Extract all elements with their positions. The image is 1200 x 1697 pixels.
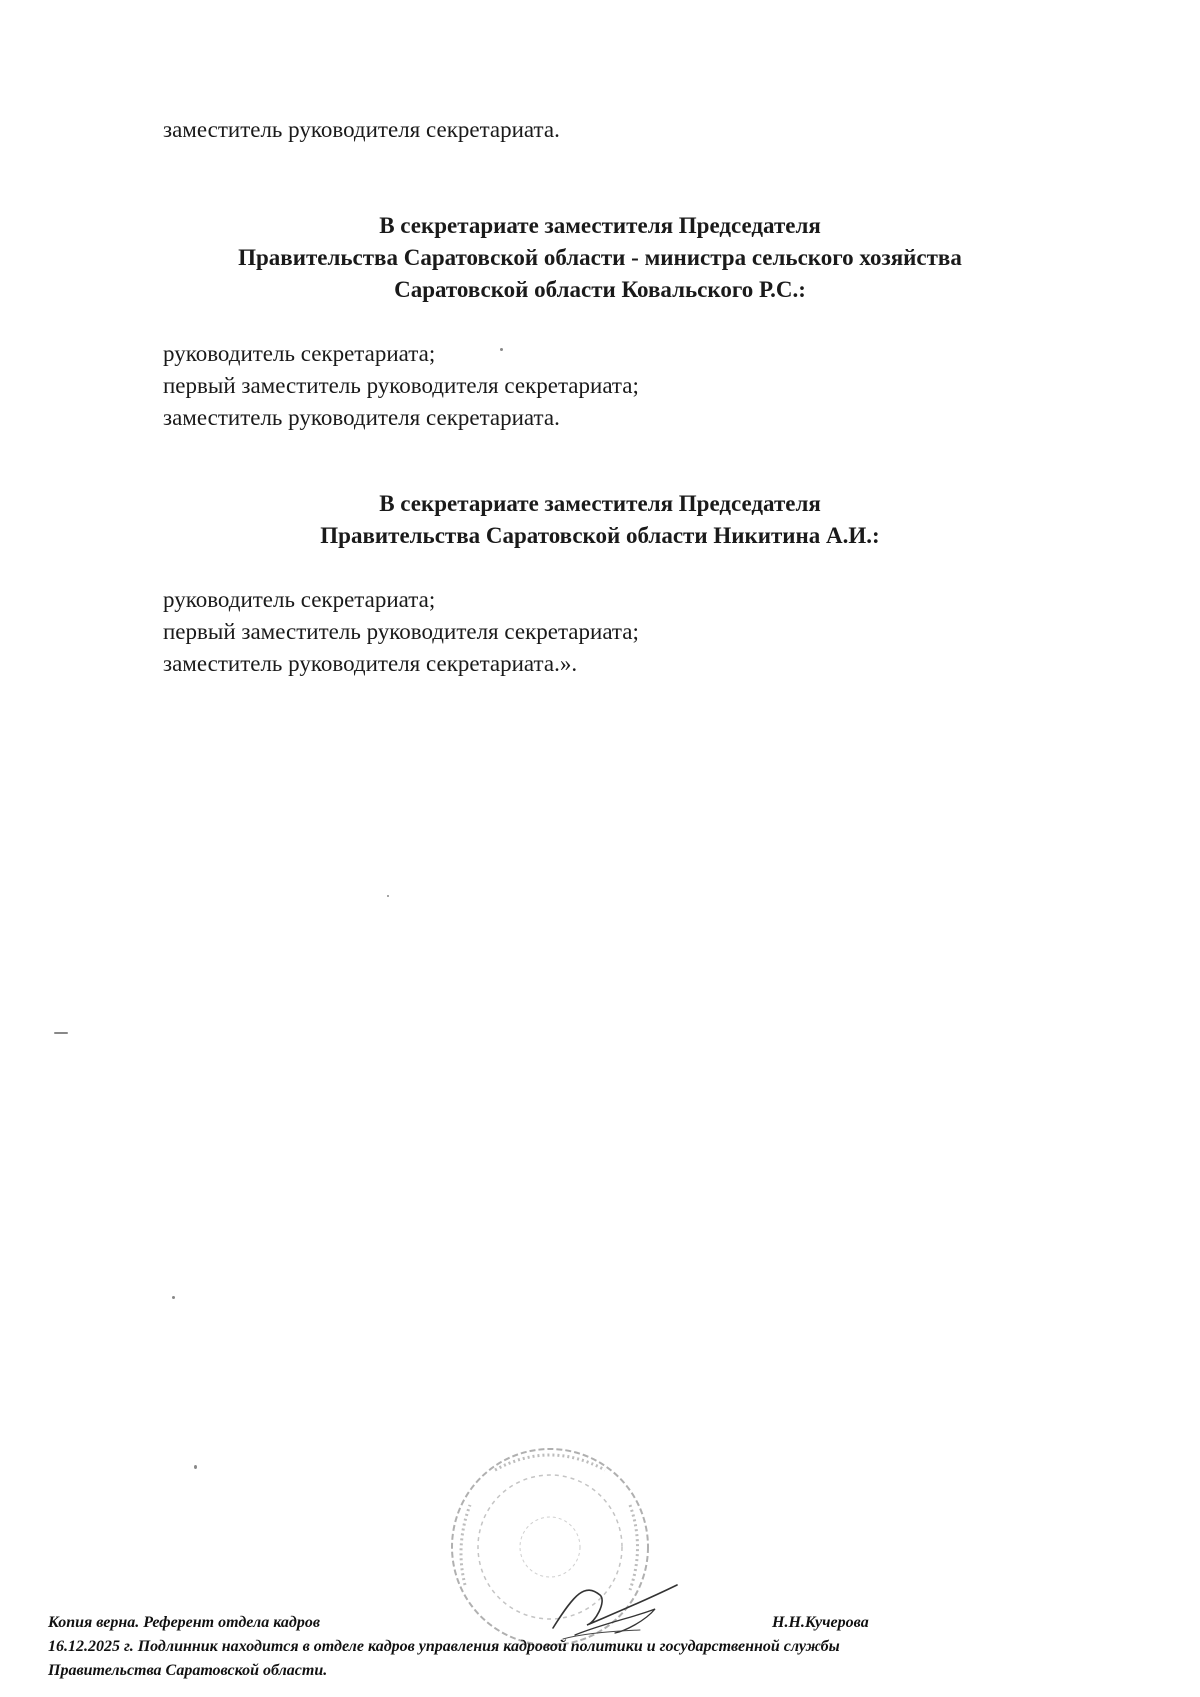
- intro-line: заместитель руководителя секретариата.: [163, 117, 560, 142]
- section-heading-line: Саратовской области Ковальского Р.С.:: [394, 277, 806, 302]
- list-item: первый заместитель руководителя секретариата;: [163, 373, 639, 398]
- section-heading-line: В секретариате заместителя Председателя: [379, 491, 821, 516]
- original-location-note: 16.12.2025 г. Подлинник находится в отделе кадров управления кадровой политики и государственной службы: [48, 1638, 840, 1655]
- section-heading-line: В секретариате заместителя Председателя: [379, 213, 821, 238]
- list-item: руководитель секретариата;: [163, 341, 436, 366]
- scan-speck: [172, 1296, 175, 1299]
- copy-certification-label: Копия верна. Референт отдела кадров: [48, 1614, 320, 1631]
- scan-speck: [387, 895, 389, 897]
- section-heading-line: Правительства Саратовской области Никитина А.И.:: [320, 523, 880, 548]
- list-item: заместитель руководителя секретариата.».: [163, 651, 578, 676]
- signer-name: Н.Н.Кучерова: [772, 1614, 869, 1631]
- scan-speck: [54, 1032, 68, 1034]
- scan-speck: [500, 348, 503, 351]
- list-item: руководитель секретариата;: [163, 587, 436, 612]
- list-item: заместитель руководителя секретариата.: [163, 405, 560, 430]
- section-heading-line: Правительства Саратовской области - министра сельского хозяйства: [238, 245, 962, 270]
- scan-speck: [194, 1465, 197, 1469]
- handwritten-signature-icon: [545, 1573, 685, 1643]
- organization-line: Правительства Саратовской области.: [48, 1662, 328, 1679]
- list-item: первый заместитель руководителя секретариата;: [163, 619, 639, 644]
